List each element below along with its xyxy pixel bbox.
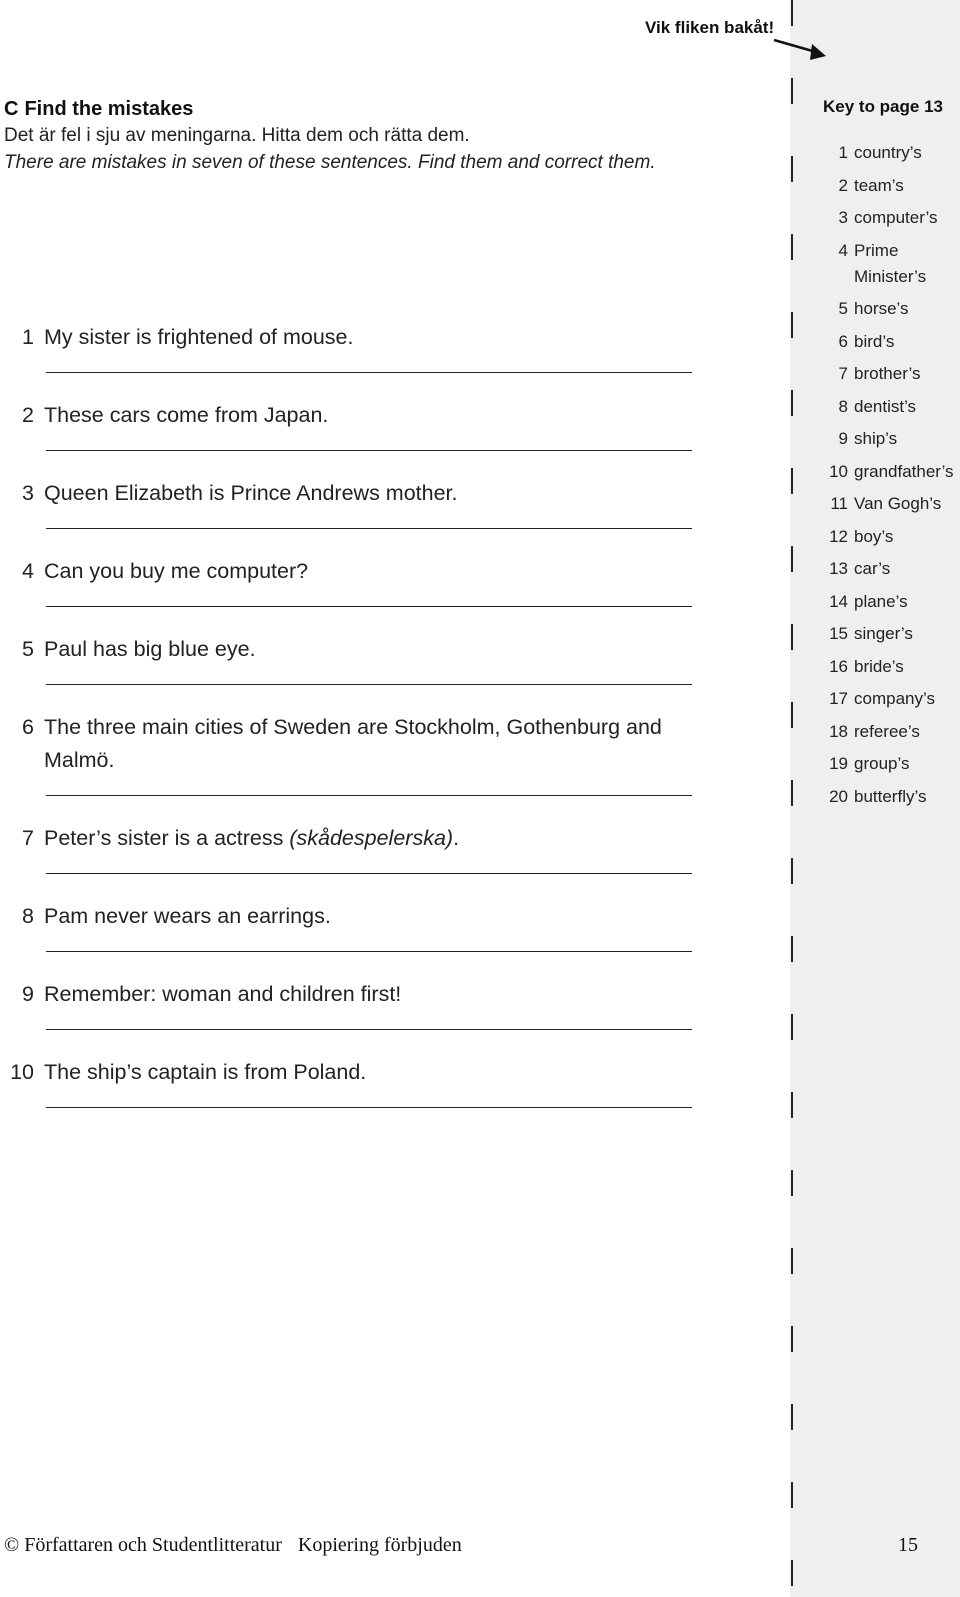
question-number: 3 <box>22 481 34 505</box>
answer-line[interactable] <box>46 1107 692 1108</box>
key-item <box>818 784 960 810</box>
key-item <box>818 654 960 680</box>
section-title: Find the mistakes <box>24 98 194 120</box>
key-item <box>818 329 960 355</box>
key-number: 6 <box>838 331 848 351</box>
question-item <box>4 477 704 510</box>
answer-line[interactable] <box>46 528 692 529</box>
section-heading <box>4 96 694 122</box>
key-item <box>818 426 960 452</box>
key-item <box>818 140 960 166</box>
key-item <box>818 751 960 777</box>
section-letter: C <box>4 98 19 120</box>
key-item <box>818 296 960 322</box>
question-text: Can you buy me computer? <box>44 559 309 583</box>
key-number: 8 <box>838 396 848 416</box>
instruction-swedish: Det är fel i sju av meningarna. Hitta dem och rätta dem. <box>4 125 470 146</box>
question-text <box>44 822 704 855</box>
key-item <box>818 556 960 582</box>
key-number: 13 <box>829 559 848 578</box>
question-number: 8 <box>22 904 34 928</box>
key-answer: dentist’s <box>854 396 917 416</box>
question-item <box>4 711 704 777</box>
key-number: 10 <box>829 461 848 481</box>
question-item <box>4 399 704 432</box>
key-title: Key to page 13 <box>823 97 943 116</box>
key-item <box>818 361 960 387</box>
copyright-text: © Författaren och Studentlitteratur <box>4 1534 282 1556</box>
key-answer: company’s <box>854 689 935 708</box>
key-item <box>818 719 960 745</box>
key-answer: country’s <box>854 143 922 162</box>
key-item <box>818 173 960 199</box>
key-answer: singer’s <box>854 624 913 643</box>
key-number: 11 <box>830 494 848 513</box>
key-answer: brother’s <box>854 364 921 383</box>
question-item <box>4 978 704 1011</box>
key-answer: team’s <box>854 175 904 195</box>
answer-line[interactable] <box>46 795 692 796</box>
key-number: 1 <box>838 143 848 162</box>
key-answer: grandfather’s <box>854 461 954 481</box>
fold-hint-text: Vik fliken bakåt! <box>645 18 775 37</box>
key-answer: boy’s <box>854 526 894 546</box>
page-footer <box>4 1534 944 1557</box>
question-item <box>4 900 704 933</box>
question-item <box>4 321 704 354</box>
key-answer: Van Gogh’s <box>854 494 942 513</box>
key-answer: group’s <box>854 754 910 773</box>
key-number: 7 <box>838 364 848 383</box>
instruction-english: There are mistakes in seven of these sentences. Find them and correct them. <box>4 152 656 173</box>
answer-line[interactable] <box>46 450 692 451</box>
answer-line[interactable] <box>46 951 692 952</box>
key-item <box>818 205 960 231</box>
answer-line[interactable] <box>46 873 692 874</box>
key-number: 5 <box>838 299 848 318</box>
key-number: 4 <box>838 240 848 260</box>
question-text: My sister is frightened of mouse. <box>44 325 354 349</box>
question-number: 6 <box>22 715 34 739</box>
question-text: These cars come from Japan. <box>44 403 329 427</box>
key-number: 20 <box>829 786 848 806</box>
key-item <box>818 524 960 550</box>
question-item <box>4 633 704 666</box>
key-item <box>818 459 960 485</box>
question-number: 1 <box>22 325 34 349</box>
key-item <box>818 589 960 615</box>
question-number: 5 <box>22 637 34 661</box>
key-item <box>818 238 960 290</box>
key-number: 12 <box>829 526 848 546</box>
key-answer: bird’s <box>854 331 895 351</box>
key-number: 14 <box>829 591 848 611</box>
question-text: Pam never wears an earrings. <box>44 904 331 928</box>
question-item <box>4 555 704 588</box>
key-answer: referee’s <box>854 721 920 741</box>
exercise-section <box>4 96 694 1084</box>
question-item <box>4 822 704 855</box>
copy-notice: Kopiering förbjuden <box>297 1534 462 1556</box>
question-number: 7 <box>22 826 34 850</box>
key-number: 15 <box>829 624 848 643</box>
answer-line[interactable] <box>46 684 692 685</box>
key-answer: plane’s <box>854 591 908 611</box>
key-answer: butterfly’s <box>854 786 927 806</box>
key-list <box>818 140 960 816</box>
key-number: 2 <box>838 175 848 195</box>
key-number: 9 <box>838 429 848 448</box>
question-text-main: Peter’s sister is a actress <box>44 826 284 850</box>
answer-line[interactable] <box>46 372 692 373</box>
key-number: 19 <box>829 754 848 773</box>
key-answer: bride’s <box>854 656 904 676</box>
question-text-end: . <box>453 826 460 850</box>
page-number: 15 <box>898 1534 918 1556</box>
question-number: 10 <box>10 1060 34 1084</box>
question-text: Queen Elizabeth is Prince Andrews mother. <box>44 481 458 505</box>
question-item <box>4 1056 704 1089</box>
key-answer: horse’s <box>854 299 909 318</box>
key-answer: Prime Minister’s <box>854 240 927 286</box>
key-number: 3 <box>838 208 848 227</box>
question-number: 2 <box>22 403 34 427</box>
fold-dashed-line <box>790 0 794 1597</box>
key-item <box>818 394 960 420</box>
key-number: 16 <box>829 656 848 676</box>
question-number: 9 <box>22 982 34 1006</box>
key-item <box>818 621 960 647</box>
key-item <box>818 491 960 517</box>
footer-left <box>4 1534 478 1556</box>
answer-line[interactable] <box>46 1029 692 1030</box>
fold-arrow-icon <box>770 30 830 64</box>
question-text: Paul has big blue eye. <box>44 637 256 661</box>
key-answer: car’s <box>854 559 891 578</box>
question-text: Remember: woman and children first! <box>44 982 402 1006</box>
question-text: The ship’s captain is from Poland. <box>44 1060 367 1084</box>
swedish-translation: (skådespelerska) <box>289 826 454 850</box>
answer-line[interactable] <box>46 606 692 607</box>
question-number: 4 <box>22 559 34 583</box>
question-text: The three main cities of Sweden are Stockholm, Gothenburg and Malmö. <box>44 715 662 772</box>
key-number: 18 <box>829 721 848 741</box>
key-answer: ship’s <box>854 429 898 448</box>
key-number: 17 <box>829 689 848 708</box>
key-answer: computer’s <box>854 208 938 227</box>
key-item <box>818 686 960 712</box>
